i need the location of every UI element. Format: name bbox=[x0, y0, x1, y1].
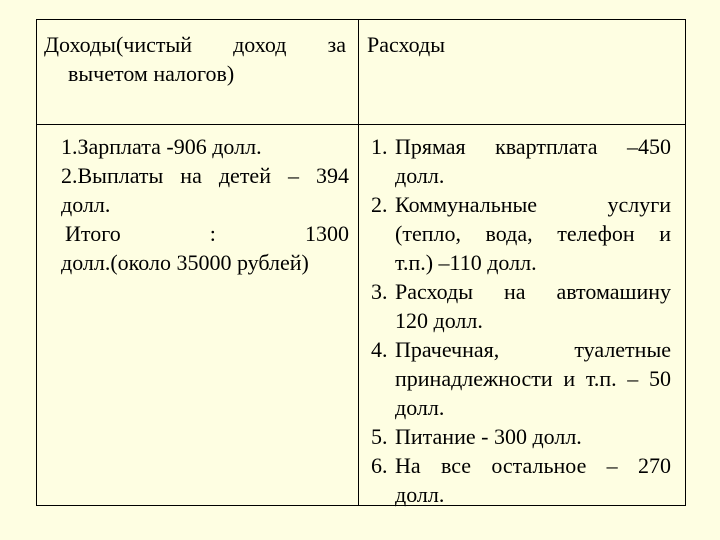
expense-line: долл. bbox=[395, 163, 445, 188]
income-header-line-2: вычетом налогов) bbox=[68, 61, 235, 86]
expense-number: 5. bbox=[371, 424, 388, 449]
expense-line: долл. bbox=[395, 482, 445, 507]
income-line: долл.(около 35000 рублей) bbox=[61, 250, 309, 275]
expense-item bbox=[371, 422, 671, 451]
income-body-cell bbox=[61, 132, 349, 277]
expense-item bbox=[371, 451, 671, 509]
expense-line: Расходы на автомашину bbox=[395, 279, 671, 304]
expense-line: т.п.) –110 долл. bbox=[395, 250, 537, 275]
expense-number: 1. bbox=[371, 134, 388, 159]
expense-line: На все остальное – 270 bbox=[395, 453, 671, 478]
expenses-list bbox=[371, 132, 671, 509]
expense-line: принадлежности и т.п. – 50 bbox=[395, 366, 671, 391]
expense-line: (тепло, вода, телефон и bbox=[395, 221, 671, 246]
income-line: долл. bbox=[61, 192, 111, 217]
expense-line: Коммунальные услуги bbox=[395, 192, 671, 217]
expense-number: 6. bbox=[371, 453, 388, 478]
expense-number: 2. bbox=[371, 192, 388, 217]
expense-item bbox=[371, 277, 671, 335]
expense-line: Прачечная, туалетные bbox=[395, 337, 671, 362]
income-line: 2.Выплаты на детей – 394 bbox=[61, 163, 349, 188]
expense-number: 3. bbox=[371, 279, 388, 304]
expense-item bbox=[371, 190, 671, 277]
income-line: 1.Зарплата -906 долл. bbox=[61, 134, 262, 159]
expenses-header-cell bbox=[367, 30, 667, 59]
expense-item bbox=[371, 335, 671, 422]
expense-line: Питание - 300 долл. bbox=[395, 424, 582, 449]
expense-line: Прямая квартплата –450 bbox=[395, 134, 671, 159]
income-total-line: Итого : 1300 bbox=[65, 221, 349, 246]
income-header-cell bbox=[44, 30, 346, 88]
expense-item bbox=[371, 132, 671, 190]
column-divider bbox=[358, 20, 359, 505]
expense-number: 4. bbox=[371, 337, 388, 362]
expenses-header: Расходы bbox=[367, 32, 445, 57]
expense-line: долл. bbox=[395, 395, 445, 420]
row-divider bbox=[37, 124, 685, 125]
income-header-line-1: Доходы(чистый доход за bbox=[44, 32, 346, 57]
budget-table bbox=[36, 19, 686, 506]
expense-line: 120 долл. bbox=[395, 308, 483, 333]
